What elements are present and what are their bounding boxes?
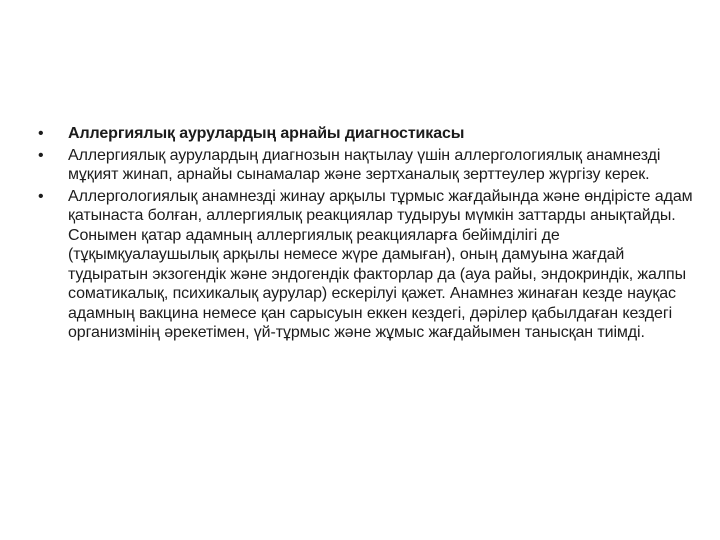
bullet-item-diagnosis (38, 146, 698, 185)
bullet-dot-icon: • (38, 187, 44, 205)
bullet-list (38, 124, 698, 345)
bullet-dot-icon: • (38, 146, 44, 164)
bullet-item-anamnesis (38, 187, 698, 343)
bullet-text: Аллергиялық аурулардың арнайы диагностикасы (68, 125, 465, 142)
bullet-text: Аллергиялық аурулардың диагнозын нақтылау үшін аллергологиялық анамнезді мұқият жинап, арнайы сынамалар және зертханалық зерттеулер жүргізу керек. (68, 146, 661, 183)
bullet-dot-icon: • (38, 125, 44, 142)
bullet-item-heading (38, 124, 698, 144)
bullet-text: Аллергологиялық анамнезді жинау арқылы тұрмыс жағдайында және өндірісте адам қатынаста болған, аллергиялық реакциялар тудыруы мүмкін заттарды анықтайды. Сонымен қатар адамның аллергиялық реакцияларға бейімділігі де (тұқымқуалаушылық арқылы немесе жүре дамыған), оның дамуына жағдай тудыратын экзогендік және эндогендік факторлар да (ауа райы, эндокриндік, жалпы соматикалық, психикалық аурулар) ескерілуі қажет. Анамнез жинаған кезде науқас адамның вакцина немесе қан сарысуын еккен кездегі, дәрілер қабылдаған кездегі организмінің әрекетімен, үй-тұрмыс және жұмыс жағдайымен танысқан тиімді. (68, 187, 693, 341)
